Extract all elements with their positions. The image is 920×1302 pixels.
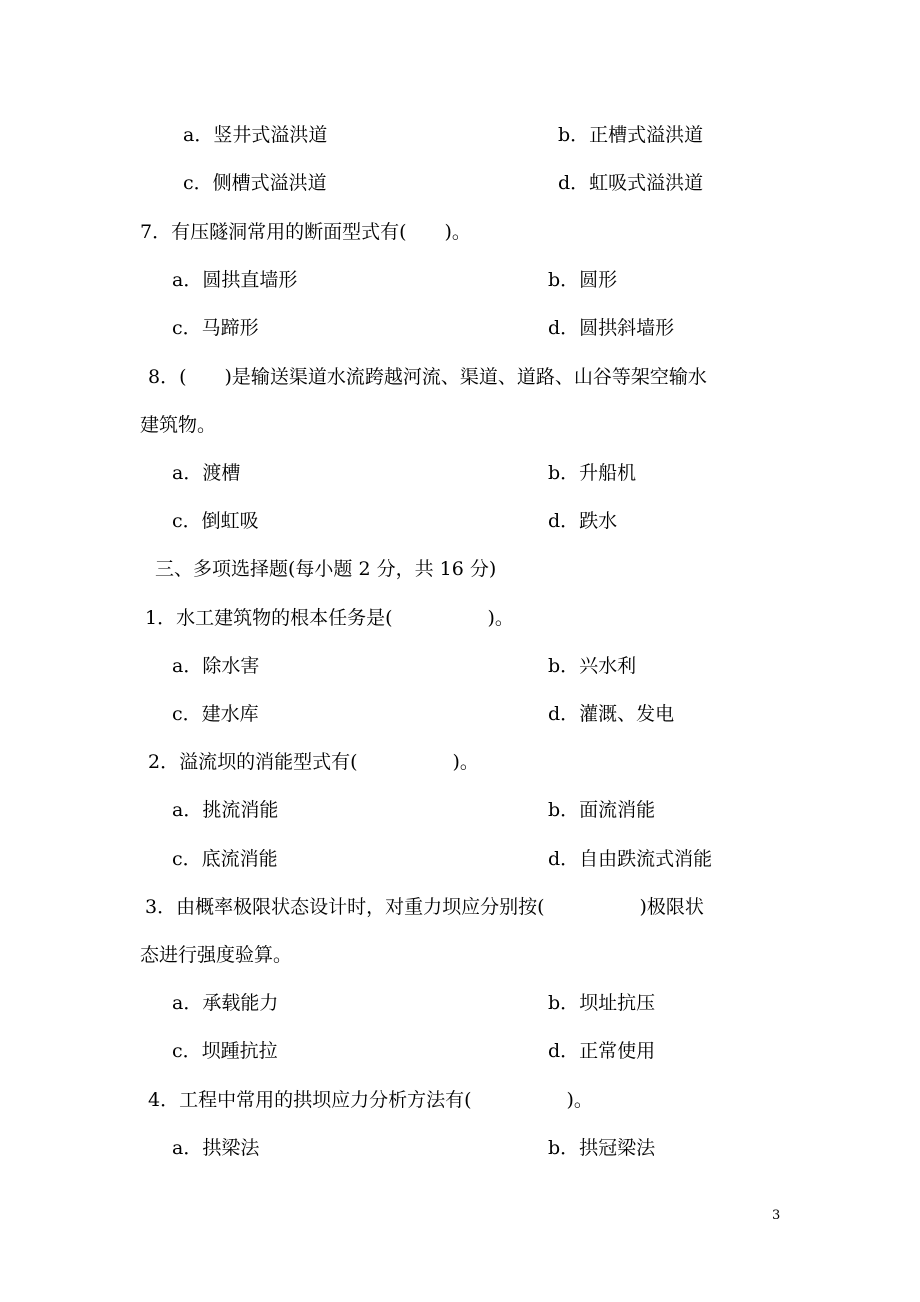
option-b: b．圆形 (548, 269, 618, 291)
option-c: c．底流消能 (172, 848, 278, 870)
option-c: c．坝踵抗拉 (172, 1040, 278, 1062)
option-a: a．竖井式溢洪道 (183, 124, 328, 146)
option-d: d．虹吸式溢洪道 (558, 172, 704, 194)
section-heading: 三、多项选择题(每小题 2 分，共 16 分) (155, 558, 497, 580)
option-c: c．倒虹吸 (172, 510, 259, 532)
option-d: d．灌溉、发电 (548, 703, 675, 725)
question-stem: 1．水工建筑物的根本任务是( )。 (145, 607, 514, 629)
question-stem-continued: 建筑物。 (140, 414, 217, 436)
option-b: b．升船机 (548, 462, 637, 484)
question-stem-continued: 态进行强度验算。 (140, 944, 293, 966)
option-a: a．挑流消能 (172, 799, 279, 821)
option-b: b．兴水利 (548, 655, 637, 677)
option-c: c．建水库 (172, 703, 259, 725)
question-stem: 7．有压隧洞常用的断面型式有( )。 (140, 221, 471, 243)
option-b: b．面流消能 (548, 799, 656, 821)
option-d: d．正常使用 (548, 1040, 656, 1062)
option-c: c．马蹄形 (172, 317, 259, 339)
option-a: a．承载能力 (172, 992, 279, 1014)
option-b: b．拱冠梁法 (548, 1137, 656, 1159)
question-stem: 4．工程中常用的拱坝应力分析方法有( )。 (148, 1089, 593, 1111)
page-number: 3 (772, 1208, 781, 1223)
option-a: a．拱梁法 (172, 1137, 260, 1159)
option-d: d．圆拱斜墙形 (548, 317, 675, 339)
option-b: b．坝址抗压 (548, 992, 656, 1014)
option-a: a．渡槽 (172, 462, 241, 484)
option-d: d．跌水 (548, 510, 618, 532)
option-a: a．圆拱直墙形 (172, 269, 298, 291)
option-d: d．自由跌流式消能 (548, 848, 713, 870)
question-stem: 8．( )是输送渠道水流跨越河流、渠道、道路、山谷等架空输水 (148, 366, 707, 388)
option-c: c．侧槽式溢洪道 (183, 172, 327, 194)
option-a: a．除水害 (172, 655, 260, 677)
option-b: b．正槽式溢洪道 (558, 124, 704, 146)
question-stem: 3．由概率极限状态设计时，对重力坝应分别按( )极限状 (145, 896, 704, 918)
question-stem: 2．溢流坝的消能型式有( )。 (148, 751, 479, 773)
